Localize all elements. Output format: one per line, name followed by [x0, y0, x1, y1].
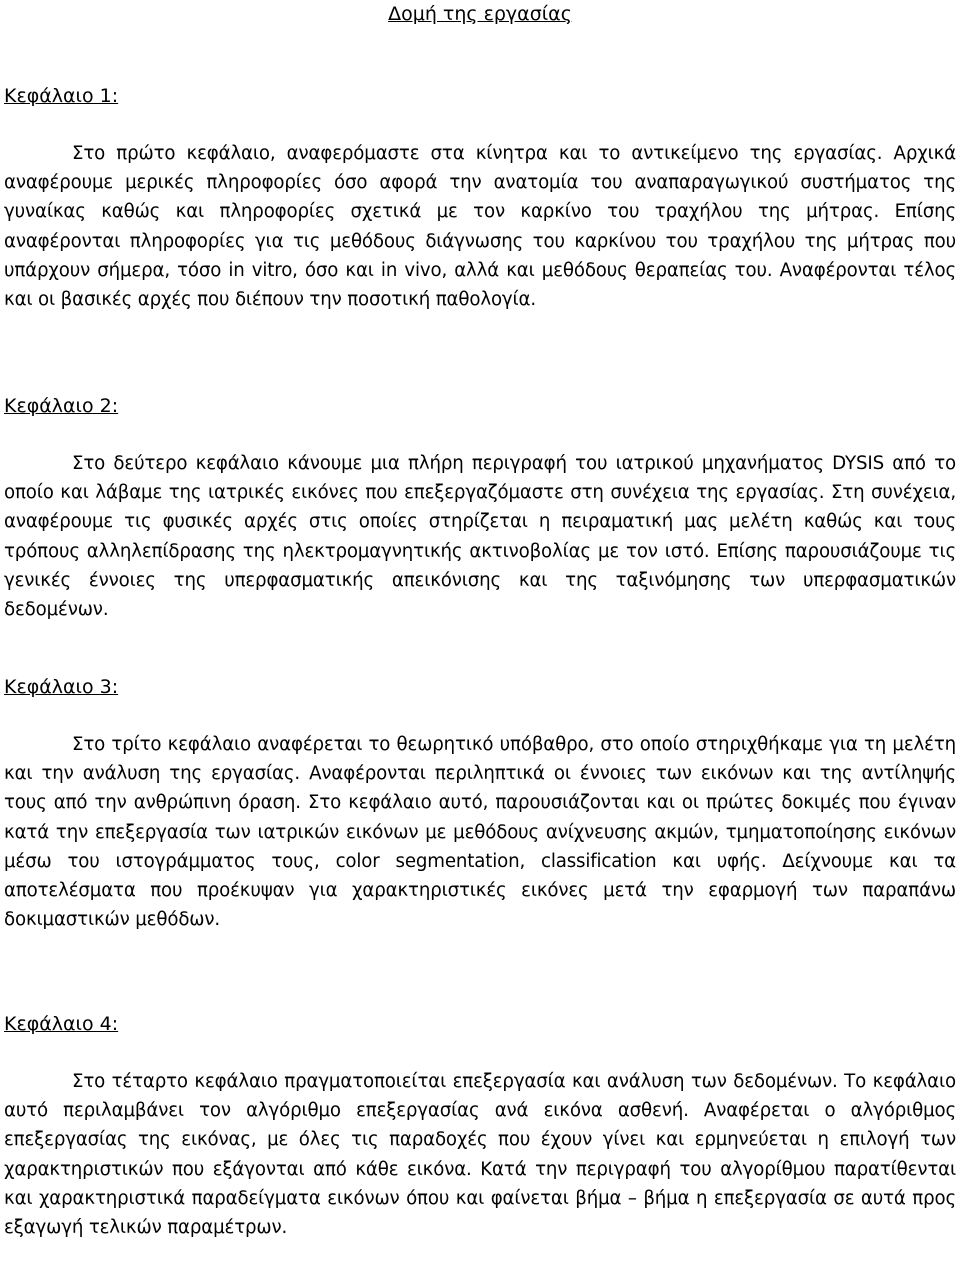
- chapter-2-body: Στο δεύτερο κεφάλαιο κάνουμε μια πλήρη περιγραφή του ιατρικού μηχανήματος DYSIS από το οποίο και λάβαμε της ιατρικές εικόνες που επεξεργαζόμαστε στη συνέχεια της εργασίας. Στη συνέχεια, αναφέρουμε τις φυσικές αρχές στις οποίες στηρίζεται η πειραματική μας μελέτη καθώς και τους τρόπους αλληλεπίδρασης της ηλεκτρομαγνητικής ακτινοβολίας με τον ιστό. Επίσης παρουσιάζουμε τις γενικές έννοιες της υπερφασματικής απεικόνισης και της ταξινόμησης των υπερφασματικών δεδομένων.: [4, 453, 956, 621]
- chapter-1-body: Στο πρώτο κεφάλαιο, αναφερόμαστε στα κίνητρα και το αντικείμενο της εργασίας. Αρχικά αναφέρουμε μερικές πληροφορίες όσο αφορά την ανατομία του αναπαραγωγικού συστήματος της γυναίκας καθώς και πληροφορίες σχετικά με τον καρκίνο του τραχήλου της μήτρας. Επίσης αναφέρονται πληροφορίες για τις μεθόδους διάγνωσης του καρκίνου του τραχήλου της μήτρας που υπάρχουν σήμερα, τόσο in vitro, όσο και in vivo, αλλά και μεθόδους θεραπείας του. Αναφέρονται τέλος και οι βασικές αρχές που διέπουν την ποσοτική παθολογία.: [4, 143, 956, 311]
- chapter-4-heading: Κεφάλαιο 4:: [4, 1013, 119, 1035]
- chapter-3-section: [4, 673, 956, 934]
- chapter-1-heading: Κεφάλαιο 1:: [4, 85, 119, 107]
- chapter-4-section: [4, 1010, 956, 1242]
- document-title: Δομή της εργασίας: [388, 3, 572, 25]
- chapter-3-body: Στο τρίτο κεφάλαιο αναφέρεται το θεωρητικό υπόβαθρο, στο οποίο στηριχθήκαμε για τη μελέτη και την ανάλυση της εργασίας. Αναφέρονται περιληπτικά οι έννοιες των εικόνων και της αντίληψής τους από την ανθρώπινη όραση. Στο κεφάλαιο αυτό, παρουσιάζονται και οι πρώτες δοκιμές που έγιναν κατά την επεξεργασία των ιατρικών εικόνων με μεθόδους ανίχνευσης ακμών, τμηματοποίησης εικόνων μέσω του ιστογράμματος τους, color segmentation, classification και υφής. Δείχνουμε και τα αποτελέσματα που προέκυψαν για χαρακτηριστικές εικόνες μετά την εφαρμογή των παραπάνω δοκιμαστικών μεθόδων.: [4, 734, 956, 931]
- chapter-2-section: [4, 392, 956, 624]
- chapter-4-body: Στο τέταρτο κεφάλαιο πραγματοποιείται επεξεργασία και ανάλυση των δεδομένων. Το κεφάλαιο αυτό περιλαμβάνει τον αλγόριθμο επεξεργασίας ανά εικόνα ασθενή. Αναφέρεται ο αλγόριθμος επεξεργασίας της εικόνας, με όλες τις παραδοχές που έχουν γίνει και ερμηνεύεται η επιλογή των χαρακτηριστικών που εξάγονται από κάθε εικόνα. Κατά την περιγραφή του αλγορίθμου παρατίθενται και χαρακτηριστικά παραδείγματα εικόνων όπου και φαίνεται βήμα – βήμα η επεξεργασία σε αυτά προς εξαγωγή τελικών παραμέτρων.: [4, 1071, 956, 1239]
- chapter-3-heading: Κεφάλαιο 3:: [4, 676, 119, 698]
- chapter-1-section: [4, 82, 956, 314]
- chapter-2-heading: Κεφάλαιο 2:: [4, 395, 119, 417]
